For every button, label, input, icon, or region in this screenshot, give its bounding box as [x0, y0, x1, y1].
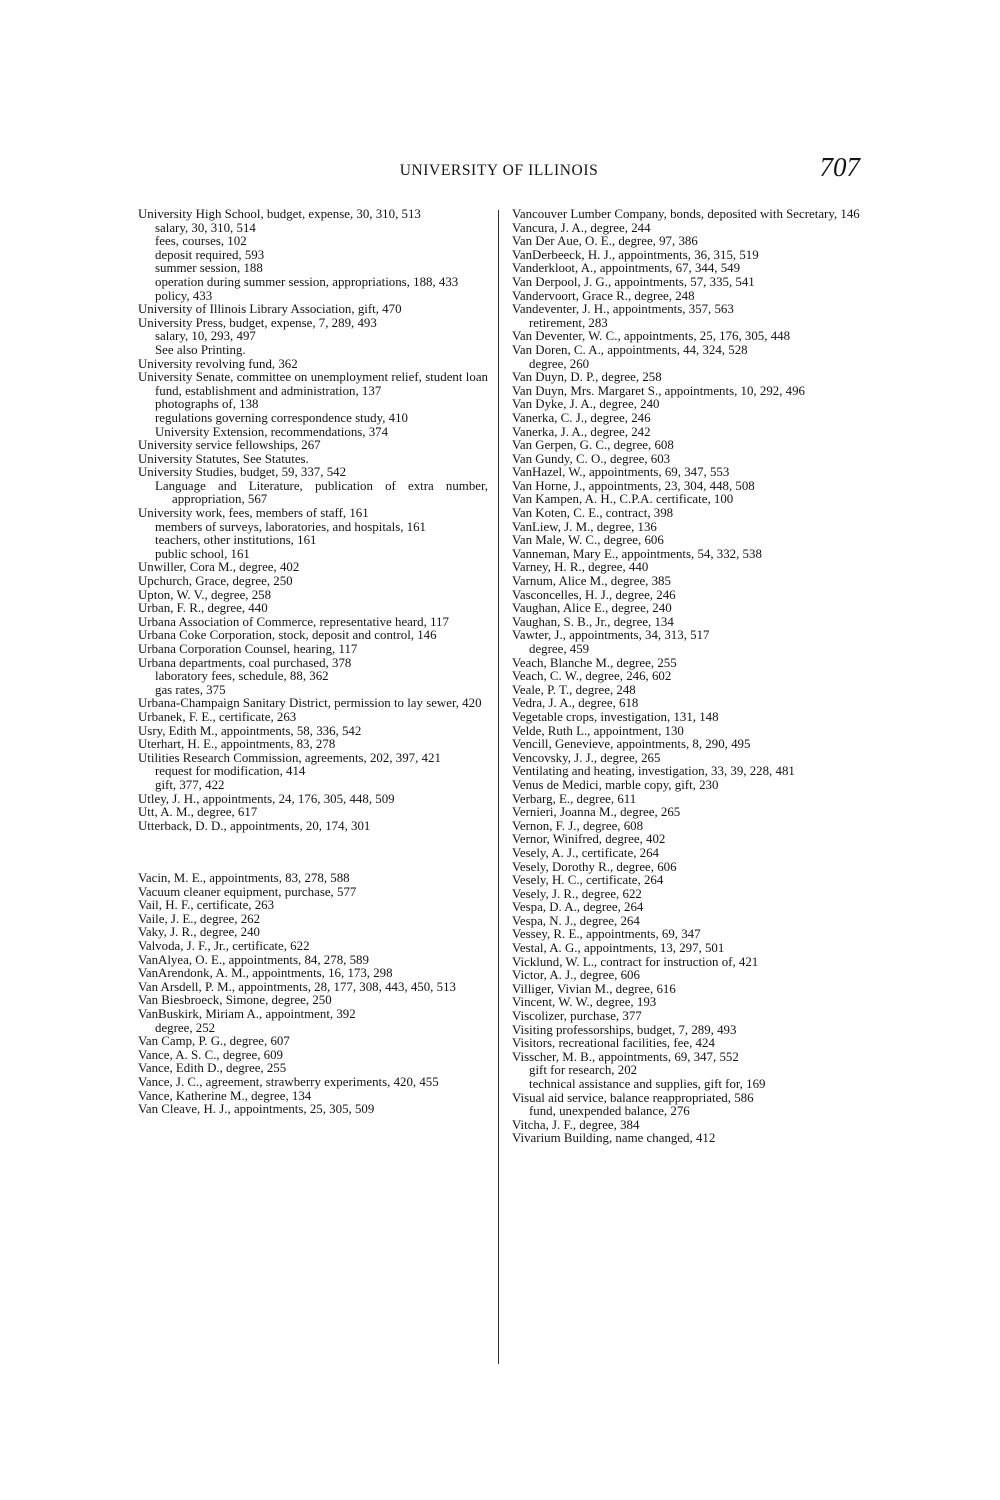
page-number: 707 [819, 152, 860, 182]
index-entry: Visual aid service, balance reappropriated, 586 [512, 1090, 754, 1105]
index-entry: Van Cleave, H. J., appointments, 25, 305, 509 [138, 1102, 375, 1117]
index-subentry: laboratory fees, schedule, 88, 362 [155, 669, 329, 684]
index-subentry: gift for research, 202 [529, 1063, 638, 1078]
index-entry: Villiger, Vivian M., degree, 616 [512, 981, 676, 996]
index-entry: Utilities Research Commission, agreements, 202, 397, 421 [138, 750, 441, 765]
index-entry: Vespa, D. A., degree, 264 [512, 900, 644, 915]
index-subentry: gift, 377, 422 [155, 777, 225, 792]
index-entry: Van Duyn, Mrs. Margaret S., appointments, 10, 292, 496 [512, 383, 805, 398]
index-entry: VanHazel, W., appointments, 69, 347, 553 [512, 465, 730, 480]
index-subentry: request for modification, 414 [155, 764, 306, 779]
index-entry: Vaky, J. R., degree, 240 [138, 925, 260, 940]
index-subentry: University Extension, recommendations, 374 [155, 424, 389, 439]
index-subentry: retirement, 283 [529, 315, 608, 330]
index-entry: Vanderkloot, A., appointments, 67, 344, 549 [512, 261, 741, 276]
index-entry: Van Deventer, W. C., appointments, 25, 176, 305, 448 [512, 329, 791, 344]
index-subentry: fund, unexpended balance, 276 [529, 1104, 690, 1119]
index-entry: Verbarg, E., degree, 611 [512, 791, 637, 806]
index-entry: Vance, Katherine M., degree, 134 [138, 1088, 312, 1103]
index-entry: Ventilating and heating, investigation, 33, 39, 228, 481 [512, 764, 795, 779]
index-entry: Urbana Corporation Counsel, hearing, 117 [138, 642, 358, 656]
index-entry: VanAlyea, O. E., appointments, 84, 278, 589 [138, 952, 369, 967]
index-entry: Vandeventer, J. H., appointments, 357, 563 [512, 302, 734, 317]
index-entry: Vancura, J. A., degree, 244 [512, 220, 651, 235]
index-entry: Urbana-Champaign Sanitary District, permission to lay sewer, 420 [138, 696, 482, 711]
index-entry: Van Derpool, J. G., appointments, 57, 335, 541 [512, 274, 755, 289]
index-subentry: public school, 161 [155, 546, 250, 561]
index-entry: Uterhart, H. E., appointments, 83, 278 [138, 737, 336, 752]
index-subentry: See also Printing. [155, 342, 246, 357]
index-entry: VanBuskirk, Miriam A., appointment, 392 [138, 1007, 356, 1022]
index-subentry: members of surveys, laboratories, and hospitals, 161 [155, 519, 427, 534]
index-entry: Urban, F. R., degree, 440 [138, 601, 268, 616]
index-column-right [512, 208, 862, 1146]
index-entry: Velde, Ruth L., appointment, 130 [512, 723, 684, 738]
index-entry: Van Koten, C. E., contract, 398 [512, 506, 674, 521]
index-entry: Van Camp, P. G., degree, 607 [138, 1034, 290, 1049]
index-subentry: regulations governing correspondence study, 410 [155, 410, 408, 425]
index-subentry: deposit required, 593 [155, 247, 265, 262]
index-entry: Vaughan, S. B., Jr., degree, 134 [512, 614, 674, 629]
index-entry: Vivarium Building, name changed, 412 [512, 1131, 716, 1146]
index-column-left [138, 208, 488, 1117]
index-entry: Vincent, W. W., degree, 193 [512, 995, 657, 1010]
index-entry: Vesely, J. R., degree, 622 [512, 886, 642, 901]
index-subentry: teachers, other institutions, 161 [155, 533, 317, 548]
index-entry: Vernor, Winifred, degree, 402 [512, 832, 666, 847]
running-head: UNIVERSITY OF ILLINOIS [399, 162, 599, 179]
index-entry: University of Illinois Library Association, gift, 470 [138, 302, 402, 317]
index-subentry: degree, 459 [529, 642, 590, 656]
index-entry: Van Gerpen, G. C., degree, 608 [512, 438, 674, 453]
index-entry: VanDerbeeck, H. J., appointments, 36, 315, 519 [512, 247, 759, 262]
index-entry: Vail, H. F., certificate, 263 [138, 898, 275, 913]
index-entry: Vitcha, J. F., degree, 384 [512, 1117, 640, 1132]
index-entry: Utt, A. M., degree, 617 [138, 805, 258, 820]
index-entry: Varney, H. R., degree, 440 [512, 560, 649, 575]
index-entry: Vespa, N. J., degree, 264 [512, 913, 640, 928]
index-entry: Van Der Aue, O. E., degree, 97, 386 [512, 234, 698, 249]
index-entry: Vicklund, W. L., contract for instruction of, 421 [512, 954, 759, 969]
index-entry: VanArendonk, A. M., appointments, 16, 173, 298 [138, 966, 393, 981]
index-entry: Urbana Association of Commerce, representative heard, 117 [138, 614, 449, 629]
index-entry: Vencill, Genevieve, appointments, 8, 290, 495 [512, 737, 751, 752]
index-entry: Upton, W. V., degree, 258 [138, 587, 272, 602]
index-entry: Van Arsdell, P. M., appointments, 28, 177, 308, 443, 450, 513 [138, 979, 456, 994]
index-entry: Vesely, Dorothy R., degree, 606 [512, 859, 677, 874]
index-entry: Van Biesbroeck, Simone, degree, 250 [138, 993, 332, 1008]
index-entry: University Press, budget, expense, 7, 289, 493 [138, 315, 377, 330]
index-entry: University Senate, committee on unemployment relief, student loan fund, establishment and administration, 137 [138, 370, 488, 398]
index-subentry: summer session, 188 [155, 261, 263, 276]
index-subentry: fees, courses, 102 [155, 234, 247, 249]
index-entry: Utley, J. H., appointments, 24, 176, 305, 448, 509 [138, 791, 395, 806]
index-entry: VanLiew, J. M., degree, 136 [512, 519, 657, 534]
index-entry: Vance, A. S. C., degree, 609 [138, 1047, 283, 1062]
index-entry: University Statutes, See Statutes. [138, 451, 309, 466]
index-entry: Visiting professorships, budget, 7, 289, 493 [512, 1022, 737, 1037]
index-entry: Vernieri, Joanna M., degree, 265 [512, 805, 681, 820]
index-subentry: salary, 30, 310, 514 [155, 220, 256, 235]
index-entry: Vaughan, Alice E., degree, 240 [512, 601, 672, 616]
index-entry: Van Horne, J., appointments, 23, 304, 448, 508 [512, 478, 755, 493]
index-entry: Visitors, recreational facilities, fee, 424 [512, 1036, 715, 1051]
index-entry: Van Gundy, C. O., degree, 603 [512, 451, 671, 466]
index-entry: Urbana departments, coal purchased, 378 [138, 655, 352, 670]
index-entry: Viscolizer, purchase, 377 [512, 1009, 642, 1024]
index-entry: Van Kampen, A. H., C.P.A. certificate, 100 [512, 492, 734, 507]
index-entry: Vedra, J. A., degree, 618 [512, 696, 639, 711]
index-entry: Vacuum cleaner equipment, purchase, 577 [138, 884, 357, 899]
index-entry: Victor, A. J., degree, 606 [512, 968, 640, 983]
index-entry: Van Male, W. C., degree, 606 [512, 533, 664, 548]
index-entry: Unwiller, Cora M., degree, 402 [138, 560, 300, 575]
page-header [138, 152, 860, 192]
index-subentry: policy, 433 [155, 288, 213, 303]
index-subentry: degree, 260 [529, 356, 590, 371]
index-subentry: photographs of, 138 [155, 397, 259, 412]
index-entry: Vestal, A. G., appointments, 13, 297, 501 [512, 941, 725, 956]
index-entry: Vencovsky, J. J., degree, 265 [512, 750, 661, 765]
index-entry: Vanerka, J. A., degree, 242 [512, 424, 651, 439]
index-entry: Vandervoort, Grace R., degree, 248 [512, 288, 695, 303]
index-entry: Veach, Blanche M., degree, 255 [512, 655, 677, 670]
index-subentry: degree, 252 [155, 1020, 216, 1035]
index-subentry: Language and Literature, publication of extra number, appropriation, 567 [155, 478, 488, 507]
index-entry: Venus de Medici, marble copy, gift, 230 [512, 777, 719, 792]
index-entry: Vawter, J., appointments, 34, 313, 517 [512, 628, 710, 643]
index-entry: University Studies, budget, 59, 337, 542 [138, 465, 347, 480]
index-entry: Vaile, J. E., degree, 262 [138, 911, 261, 926]
index-entry: Vacin, M. E., appointments, 83, 278, 588 [138, 871, 350, 886]
section-gap [138, 846, 488, 859]
index-subentry: salary, 10, 293, 497 [155, 329, 256, 344]
index-entry: Van Duyn, D. P., degree, 258 [512, 370, 662, 385]
index-entry: Visscher, M. B., appointments, 69, 347, 552 [512, 1049, 739, 1064]
index-entry: Utterback, D. D., appointments, 20, 174, 301 [138, 818, 371, 833]
index-subentry: technical assistance and supplies, gift for, 169 [529, 1077, 766, 1091]
index-entry: Valvoda, J. F., Jr., certificate, 622 [138, 939, 310, 954]
column-divider [498, 210, 499, 1364]
index-entry: Vance, Edith D., degree, 255 [138, 1061, 287, 1076]
index-subentry: gas rates, 375 [155, 682, 226, 697]
index-entry: Varnum, Alice M., degree, 385 [512, 574, 671, 589]
index-entry: University High School, budget, expense, 30, 310, 513 [138, 207, 421, 221]
index-entry: Vancouver Lumber Company, bonds, deposited with Secretary, 146 [512, 207, 860, 221]
index-entry: University revolving fund, 362 [138, 356, 298, 371]
index-entry: Urbanek, F. E., certificate, 263 [138, 709, 297, 724]
index-entry: Van Dyke, J. A., degree, 240 [512, 397, 660, 412]
index-entry: Veale, P. T., degree, 248 [512, 682, 636, 697]
index-entry: Vanerka, C. J., degree, 246 [512, 410, 651, 425]
index-entry: Van Doren, C. A., appointments, 44, 324, 528 [512, 342, 748, 357]
index-entry: Veach, C. W., degree, 246, 602 [512, 669, 672, 684]
index-entry: Vesely, A. J., certificate, 264 [512, 845, 660, 860]
index-entry: University work, fees, members of staff, 161 [138, 506, 369, 521]
index-entry: University service fellowships, 267 [138, 438, 321, 453]
index-subentry: operation during summer session, appropriations, 188, 433 [155, 274, 459, 289]
index-entry: Upchurch, Grace, degree, 250 [138, 574, 293, 589]
index-entry: Vasconcelles, H. J., degree, 246 [512, 587, 676, 602]
index-entry: Urbana Coke Corporation, stock, deposit and control, 146 [138, 628, 437, 643]
index-entry: Vegetable crops, investigation, 131, 148 [512, 709, 719, 724]
index-entry: Vanneman, Mary E., appointments, 54, 332, 538 [512, 546, 762, 561]
index-entry: Vernon, F. J., degree, 608 [512, 818, 644, 833]
index-entry: Vesely, H. C., certificate, 264 [512, 873, 664, 888]
index-entry: Vessey, R. E., appointments, 69, 347 [512, 927, 701, 942]
index-entry: Usry, Edith M., appointments, 58, 336, 542 [138, 723, 362, 738]
index-entry: Vance, J. C., agreement, strawberry experiments, 420, 455 [138, 1075, 439, 1089]
